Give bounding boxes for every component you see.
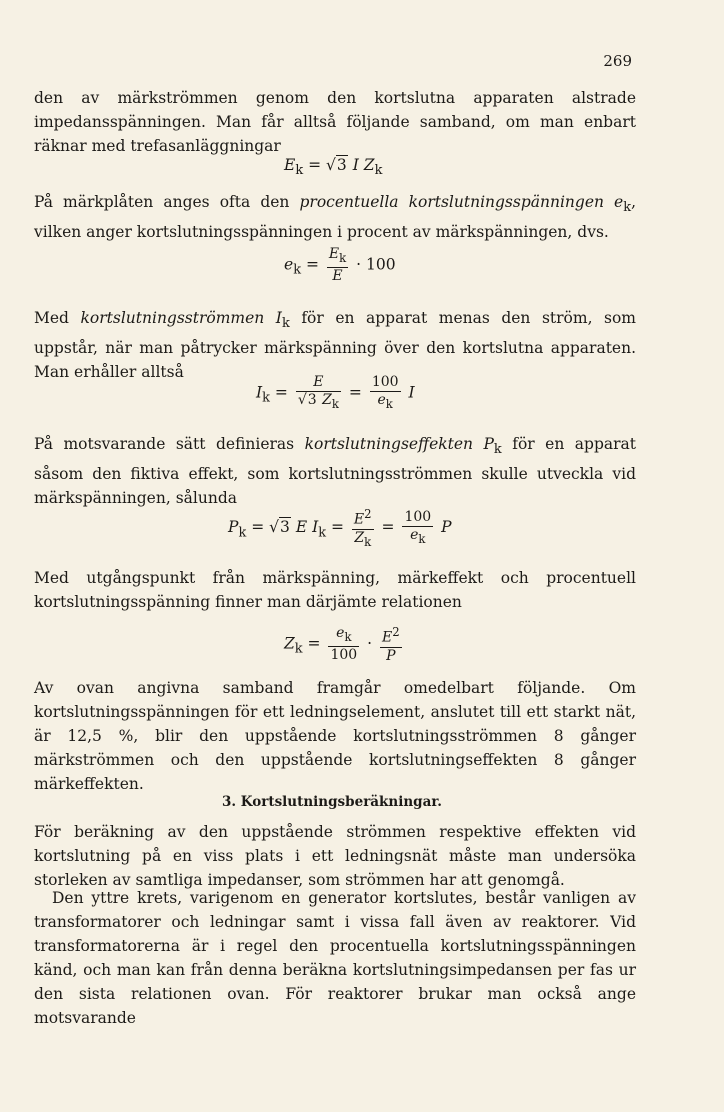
paragraph-2: På märkplåten anges ofta den procentuella kortslutningsspänningen $e_k$, vilken anger kortslutningsspänningen i procent av märkspänningen, dvs. <box>34 193 636 242</box>
equation-2: $e_k$ = $\frac{E_k}{E}$ · 100 <box>284 246 396 284</box>
page-number: 269 <box>603 52 632 70</box>
equation-5: $Z_k$ = $\frac{e_k}{100}$ · $\frac{E^2}{P}$ <box>284 624 400 664</box>
equation-1: $E_k = √3$ I $Z_k$ <box>284 156 383 179</box>
paragraph-4: På motsvarande sätt definieras kortslutningseffekten $P_k$ för en apparat såsom den fiktiva effekt, som kortslutningsströmmen skulle utveckla vid märkspänningen, sålunda <box>34 435 637 508</box>
paragraph-7: För beräkning av den uppstående strömmen respektive effekten vid kortslutning på en viss plats i ett ledningsnät måste man undersöka storleken av samtliga impedanser, som strömmen har att genomgå. <box>34 823 636 889</box>
paragraph-6: Av ovan angivna samband framgår omedelbart följande. Om kortslutningsspänningen för ett ledningselement, anslutet till ett starkt nät, är 12,5 %, blir den uppstående kortslutningsströmmen 8 gånger märkströmmen och den uppstående kortslutningseffekten 8 gånger märkeffekten. <box>34 679 636 793</box>
equation-3: $I_k$ = $\frac{E}{√3 Z_k}$ = $\frac{100}{e_k}$ I <box>256 374 415 411</box>
paragraph-3: Med kortslutningsströmmen $I_k$ för en apparat menas den ström, som uppstår, när man påtrycker märkspänning över den kortslutna apparaten. Man erhåller alltså <box>34 309 637 382</box>
paragraph-5: Med utgångspunkt från märkspänning, märkeffekt och procentuell kortslutningsspänning finner man därjämte relationen <box>34 569 636 611</box>
paragraph-8: Den yttre krets, varigenom en generator kortslutes, består vanligen av transformatorer och ledningar samt i vissa fall även av reaktorer. Vid transformatorerna är i regel den procentuella kortslutningsspänningen känd, och man kan från denna beräkna kortslutningsimpedansen per fas ur den sista relationen ovan. För reaktorer brukar man också ange motsvarande <box>34 889 636 1027</box>
paragraph-1: den av märkströmmen genom den kortslutna apparaten alstrade impedansspänningen. Man får alltså följande samband, om man enbart räknar med trefasanläggningar <box>34 89 636 155</box>
equation-4: $P_k = √3$ E $I_k$ = $\frac{E^2}{Z_k}$ = $\frac{100}{e_k}$ P <box>228 507 452 549</box>
section-heading: 3. Kortslutningsberäkningar. <box>222 794 442 810</box>
